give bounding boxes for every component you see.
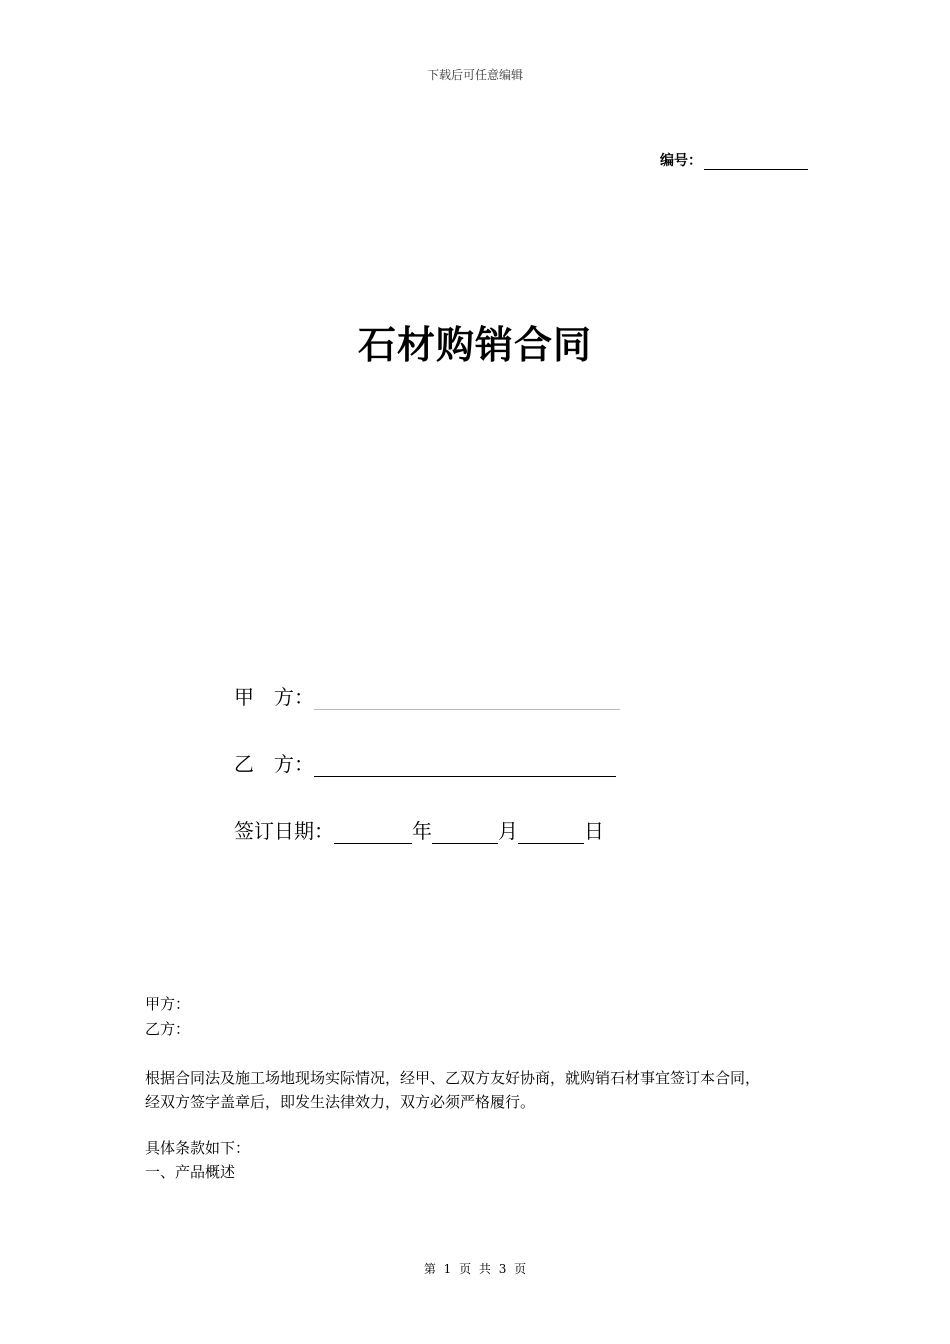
body-party-a: 甲方： (145, 995, 191, 1013)
signing-date-row (234, 815, 604, 844)
intro-paragraph-line-2: 经双方签字盖章后，即发生法律效力，双方必须严格履行。 (145, 1093, 536, 1111)
day-blank (518, 823, 584, 844)
party-b-blank (314, 756, 616, 777)
document-title: 石材购销合同 (357, 323, 592, 367)
signing-date-label: 签订日期： (234, 819, 334, 843)
year-blank (334, 823, 412, 844)
contract-number (660, 150, 808, 170)
party-b-row (234, 748, 616, 777)
party-b-label: 乙 方： (234, 752, 314, 776)
clauses-intro: 具体条款如下： (145, 1139, 251, 1157)
month-blank (432, 823, 498, 844)
party-a-row (234, 681, 620, 710)
year-label: 年 (412, 819, 432, 843)
contract-number-label: 编号： (660, 153, 702, 169)
party-a-blank (314, 689, 620, 710)
body-party-b: 乙方： (145, 1020, 191, 1038)
month-label: 月 (498, 819, 518, 843)
header-note: 下载后可任意编辑 (426, 68, 523, 82)
contract-number-blank (704, 153, 808, 170)
day-label: 日 (584, 819, 604, 843)
page-footer: 第 1 页 共 3 页 (423, 1262, 527, 1276)
party-a-label: 甲 方： (234, 685, 314, 709)
section-heading-1: 一、产品概述 (145, 1163, 236, 1181)
intro-paragraph-line-1: 根据合同法及施工场地现场实际情况，经甲、乙双方友好协商，就购销石材事宜签订本合同， (145, 1069, 761, 1087)
